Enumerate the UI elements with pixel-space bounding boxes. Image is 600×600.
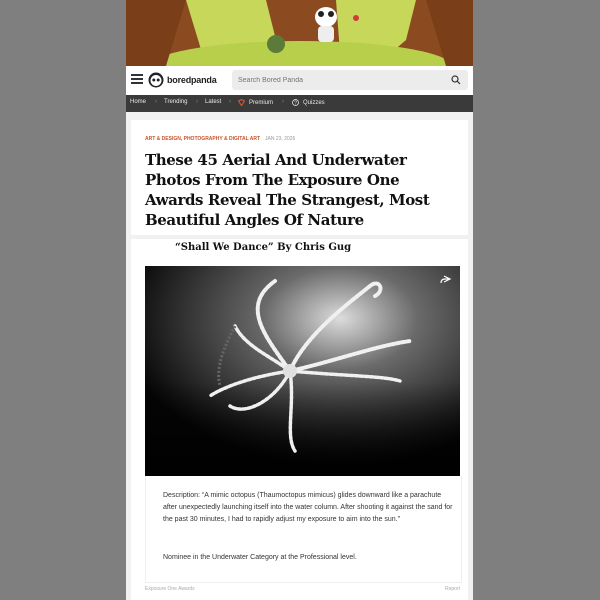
item-description: Description: “A mimic octopus (Thaumoctopus mimicus) glides downward like a parachute after unexpectedly launching itself into the water column. After shooting it against the sand for the past 30 minutes, I had to rapidly adjust my exposure to aim into the sun.” <box>163 492 453 523</box>
photo-credit[interactable]: Exposure One Awards <box>145 586 195 592</box>
article-category[interactable]: ART & DESIGN, PHOTOGRAPHY & DIGITAL ART <box>145 136 261 142</box>
item-title: “Shall We Dance” By Chris Gug <box>175 242 352 253</box>
nav-item-premium[interactable] <box>238 99 273 106</box>
page <box>126 0 473 600</box>
search-input[interactable] <box>238 70 438 90</box>
nav-separator: › <box>229 99 231 105</box>
nav-item-premium-label: Premium <box>249 99 274 106</box>
report-link[interactable]: Report <box>444 586 460 592</box>
panda-logo-icon <box>148 72 164 88</box>
nav-separator: › <box>282 99 284 105</box>
quiz-icon <box>292 99 299 106</box>
nav-item-quizzes[interactable] <box>292 99 325 106</box>
item-description-box <box>145 476 462 583</box>
item-photo[interactable] <box>145 266 460 476</box>
nav-item-latest[interactable]: Latest <box>205 99 222 105</box>
nav-item-home[interactable]: Home <box>130 99 147 105</box>
menu-icon[interactable] <box>131 74 143 86</box>
nav-item-quizzes-label: Quizzes <box>303 99 325 106</box>
svg-text:?: ? <box>294 100 297 106</box>
item-nominee: Nominee in the Underwater Category at the Professional level. <box>163 554 357 561</box>
article-title: These 45 Aerial And Underwater Photos From The Exposure One Awards Reveal The Strangest, Most Beautiful Angles Of Nature <box>145 151 430 229</box>
article-date: JAN 23, 2026 <box>265 136 296 142</box>
nav-item-trending[interactable]: Trending <box>164 99 188 105</box>
section-divider <box>126 235 473 239</box>
nav-separator: › <box>155 99 157 105</box>
search-icon[interactable] <box>451 75 461 85</box>
premium-icon <box>238 99 245 106</box>
octopus-photo <box>145 266 460 476</box>
search-bar <box>232 70 468 90</box>
article <box>131 120 468 600</box>
nav-separator: › <box>196 99 198 105</box>
article-meta <box>145 136 295 142</box>
header-banner <box>126 0 473 66</box>
logo-text: boredpanda <box>167 75 217 85</box>
site-header <box>126 66 473 96</box>
main-nav <box>126 95 473 112</box>
site-logo[interactable] <box>148 72 217 88</box>
